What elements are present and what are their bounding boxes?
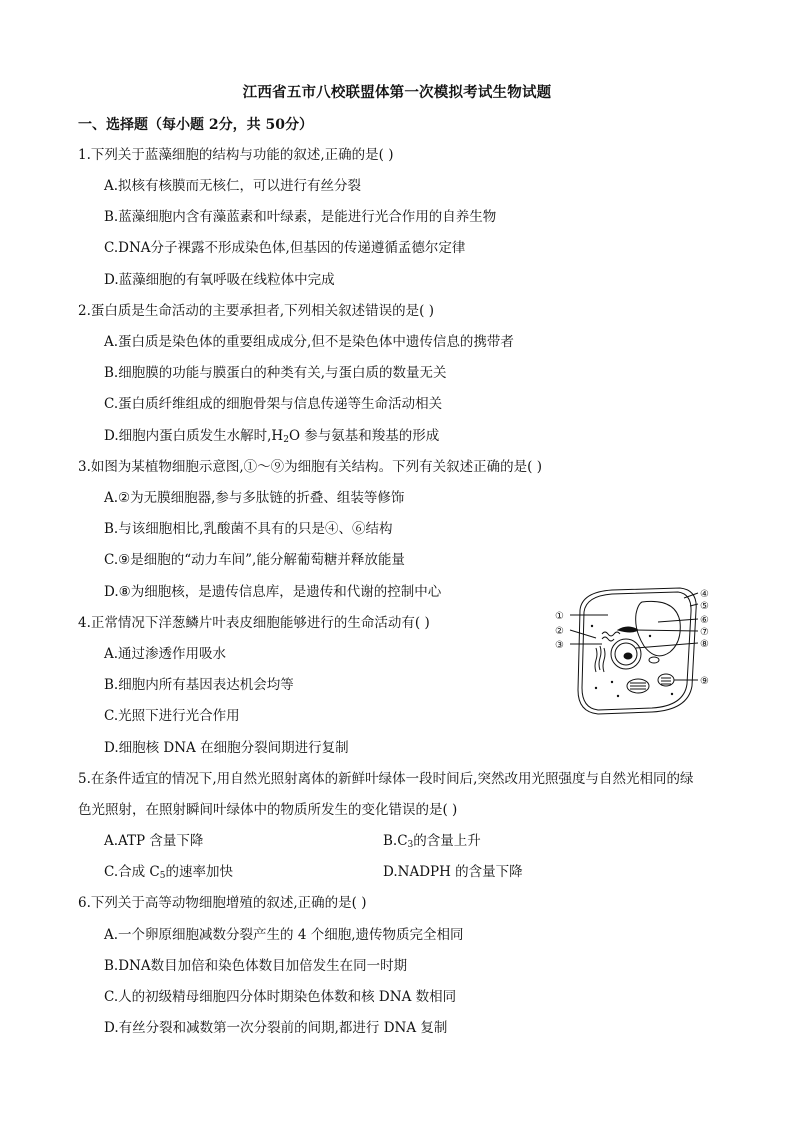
label-1: ① (555, 611, 564, 622)
plant-cell-diagram (552, 582, 718, 722)
question-5-option-b-text: B.C (383, 833, 408, 849)
ribosome-dot (591, 625, 593, 627)
ribosome-dot (671, 693, 673, 695)
question-6-option-c: C.人的初级精母细胞四分体时期染色体数和核 DNA 数相同 (104, 989, 457, 1005)
label-5: ⑤ (700, 601, 709, 612)
question-2-option-d-text: D.细胞内蛋白质发生水解时,H (104, 428, 284, 444)
label-8: ⑧ (700, 639, 709, 650)
question-1-option-c: C.DNA分子裸露不形成染色体,但基因的传递遵循孟德尔定律 (104, 240, 466, 256)
question-1-option-a: A.拟核有核膜而无核仁，可以进行有丝分裂 (104, 178, 362, 194)
leader-6 (658, 619, 698, 622)
chloroplast-2-thylakoids (661, 678, 671, 684)
question-4-option-b: B.细胞内所有基因表达机会均等 (104, 677, 294, 693)
question-3-option-d: D.⑧为细胞核，是遗传信息库，是遗传和代谢的控制中心 (104, 584, 442, 600)
question-5-option-b (383, 831, 481, 855)
question-2-option-b: B.细胞膜的功能与膜蛋白的种类有关,与蛋白质的数量无关 (104, 365, 447, 381)
golgi-body (618, 627, 638, 632)
page-title: 江西省五市八校联盟体第一次模拟考试生物试题 (242, 84, 552, 101)
question-2-stem: 2.蛋白质是生命活动的主要承担者,下列相关叙述错误的是( ) (78, 303, 434, 319)
question-6-option-d: D.有丝分裂和减数第一次分裂前的间期,都进行 DNA 复制 (104, 1020, 448, 1036)
ribosome-dot (649, 635, 651, 637)
label-4: ④ (700, 589, 709, 600)
section-heading: 一、选择题（每小题 2分，共 50分） (78, 117, 313, 133)
leader-7 (632, 630, 698, 631)
label-9: ⑨ (700, 676, 709, 687)
c3-subscript: 3 (407, 840, 414, 850)
mitochondrion (649, 657, 659, 663)
er-2 (599, 646, 601, 670)
ribosome-dot (617, 695, 619, 697)
chloroplast-1-thylakoids (630, 683, 646, 689)
golgi (602, 632, 620, 636)
question-5-option-a: A.ATP 含量下降 (104, 833, 204, 849)
question-4-option-a: A.通过渗透作用吸水 (104, 646, 227, 662)
question-5-option-b-text-end: 的含量上升 (413, 833, 481, 849)
ribosome-dot (595, 687, 597, 689)
question-4-option-d: D.细胞核 DNA 在细胞分裂间期进行复制 (104, 740, 349, 756)
question-5-option-c (104, 862, 233, 886)
er-1 (595, 648, 597, 672)
question-4-option-c: C.光照下进行光合作用 (104, 708, 240, 724)
question-6-option-a: A.一个卵原细胞减数分裂产生的 4 个细胞,遗传物质完全相同 (104, 927, 464, 943)
question-1-option-d: D.蓝藻细胞的有氧呼吸在线粒体中完成 (104, 272, 335, 288)
question-5-stem-line-2: 色光照射，在照射瞬间叶绿体中的物质所发生的变化错误的是( ) (78, 802, 458, 818)
c5-subscript: 5 (159, 871, 166, 881)
question-2-option-d-text-end: O 参与氨基和羧基的形成 (288, 428, 440, 444)
label-3: ③ (555, 640, 564, 651)
question-6-option-b: B.DNA数目加倍和染色体数目加倍发生在同一时期 (104, 958, 408, 974)
ribosome-dot (611, 681, 613, 683)
question-5-option-d: D.NADPH 的含量下降 (383, 864, 523, 880)
question-5-stem-line-1: 5.在条件适宜的情况下,用自然光照射离体的新鲜叶绿体一段时间后,突然改用光照强度与自然光相同的绿 (78, 771, 694, 787)
plant-cell-svg (552, 582, 718, 722)
question-1-option-b: B.蓝藻细胞内含有藻蓝素和叶绿素，是能进行光合作用的自养生物 (104, 209, 497, 225)
question-2-option-a: A.蛋白质是染色体的重要组成成分,但不是染色体中遗传信息的携带者 (104, 334, 514, 350)
label-2: ② (555, 626, 564, 637)
label-7: ⑦ (700, 627, 709, 638)
question-1-stem: 1.下列关于蓝藻细胞的结构与功能的叙述,正确的是( ) (78, 147, 394, 163)
question-6-stem: 6.下列关于高等动物细胞增殖的叙述,正确的是( ) (78, 895, 367, 911)
golgi-2 (602, 637, 614, 641)
label-6: ⑥ (700, 615, 709, 626)
question-5-option-c-text-end: 的速率加快 (165, 864, 233, 880)
er-3 (603, 648, 605, 672)
question-3-option-a: A.②为无膜细胞器,参与多肽链的折叠、组装等修饰 (104, 490, 405, 506)
question-3-stem: 3.如图为某植物细胞示意图,①～⑨为细胞有关结构。下列有关叙述正确的是( ) (78, 459, 542, 475)
question-4-stem: 4.正常情况下洋葱鳞片叶表皮细胞能够进行的生命活动有( ) (78, 615, 430, 631)
question-2-option-c: C.蛋白质纤维组成的细胞骨架与信息传递等生命活动相关 (104, 396, 443, 412)
nucleolus (624, 653, 632, 659)
question-3-option-c: C.⑨是细胞的“动力车间”,能分解葡萄糖并释放能量 (104, 552, 405, 568)
question-2-option-d (104, 426, 439, 450)
question-5-option-c-text: C.合成 C (104, 864, 160, 880)
question-3-option-b: B.与该细胞相比,乳酸菌不具有的只是④、⑥结构 (104, 521, 393, 537)
h2o-subscript: 2 (283, 435, 289, 445)
